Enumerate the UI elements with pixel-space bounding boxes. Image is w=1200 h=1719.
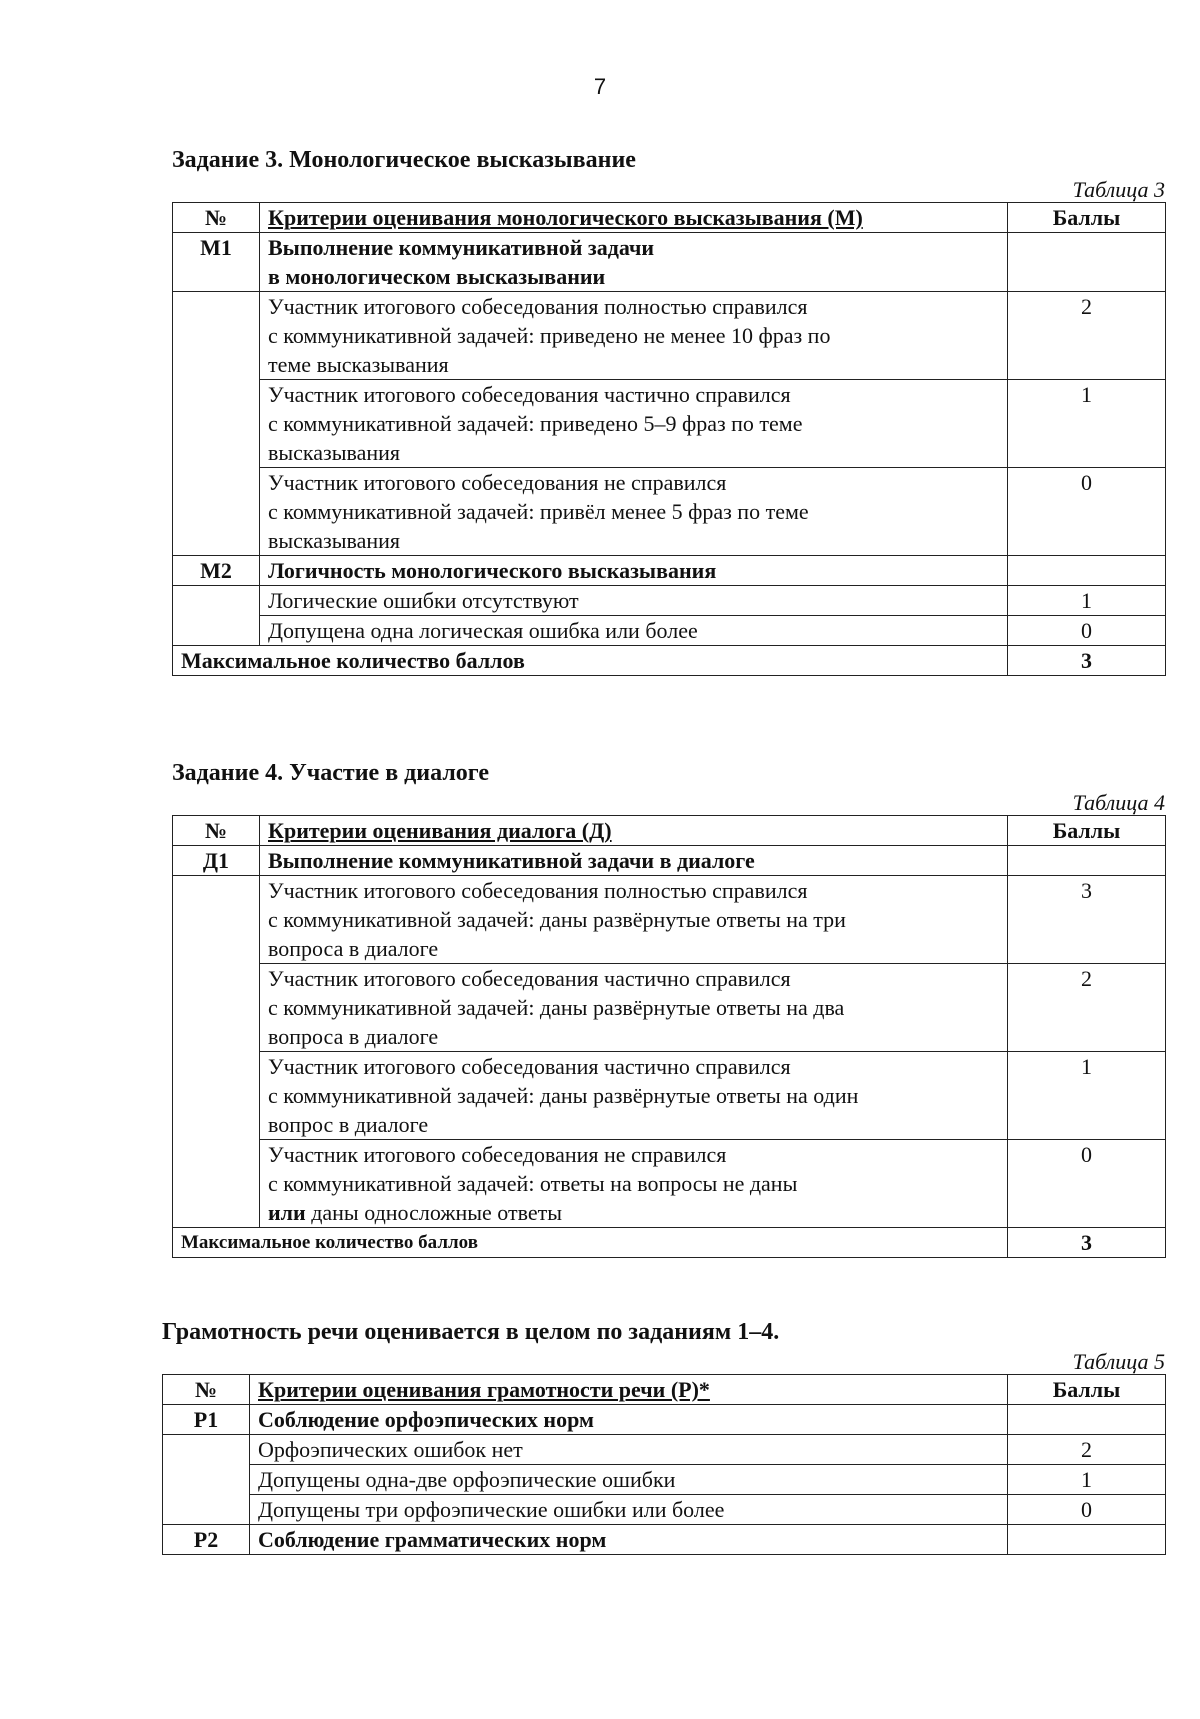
- table-row: [163, 1495, 1166, 1525]
- score-value: 0: [1008, 1495, 1166, 1525]
- col-num-header: №: [173, 816, 260, 846]
- task4-section: [172, 759, 1165, 1258]
- table-row: [173, 380, 1166, 468]
- score-value: 1: [1008, 1465, 1166, 1495]
- total-label: Максимальное количество баллов: [173, 1228, 1008, 1258]
- score-value: 1: [1008, 586, 1166, 616]
- score-value: 2: [1008, 292, 1166, 380]
- task3-heading: Задание 3. Монологическое высказывание: [172, 147, 636, 173]
- criterion-description: Орфоэпических ошибок нет: [250, 1435, 1008, 1465]
- table4-caption: Таблица 4: [1072, 790, 1165, 815]
- table-row: [173, 1140, 1166, 1228]
- table-row: [173, 876, 1166, 964]
- score-value: 3: [1008, 876, 1166, 964]
- criterion-description: Допущены одна-две орфоэпические ошибки: [250, 1465, 1008, 1495]
- criterion-code: М1: [173, 233, 260, 292]
- criterion-title: Соблюдение грамматических норм: [250, 1525, 1008, 1555]
- table5-header-row: [163, 1375, 1166, 1405]
- table-row: [163, 1435, 1166, 1465]
- score-value: 2: [1008, 1435, 1166, 1465]
- score-value: 0: [1008, 468, 1166, 556]
- criterion-description: Участник итогового собеседования не справился с коммуникативной задачей: привёл менее 5 фраз по теме высказывания: [260, 468, 1008, 556]
- score-value: 0: [1008, 1140, 1166, 1228]
- criterion-title: Соблюдение орфоэпических норм: [250, 1405, 1008, 1435]
- criterion-description: Логические ошибки отсутствуют: [260, 586, 1008, 616]
- table-row: [173, 468, 1166, 556]
- total-score: 3: [1008, 646, 1166, 676]
- table-row: [173, 586, 1166, 616]
- m1-title-row: [173, 233, 1166, 292]
- table-row: [173, 1052, 1166, 1140]
- criterion-description: Участник итогового собеседования полностью справился с коммуникативной задачей: приведено не менее 10 фраз по теме высказывания: [260, 292, 1008, 380]
- table-row: [173, 292, 1166, 380]
- literacy-section: [162, 1318, 1165, 1555]
- col-num-header: №: [173, 203, 260, 233]
- table-row: [163, 1465, 1166, 1495]
- criterion-description: Участник итогового собеседования частично справился с коммуникативной задачей: приведено 5–9 фраз по теме высказывания: [260, 380, 1008, 468]
- col-criteria-header: Критерии оценивания монологического высказывания (М): [260, 203, 1008, 233]
- criterion-description: Допущена одна логическая ошибка или более: [260, 616, 1008, 646]
- criterion-title: Выполнение коммуникативной задачи в диалоге: [260, 846, 1008, 876]
- col-score-header: Баллы: [1008, 816, 1166, 846]
- task3-section: [172, 146, 1165, 676]
- criterion-title: Выполнение коммуникативной задачи в монологическом высказывании: [260, 233, 1008, 292]
- score-value: 1: [1008, 380, 1166, 468]
- criterion-code: Р2: [163, 1525, 250, 1555]
- m2-title-row: [173, 556, 1166, 586]
- total-label: Максимальное количество баллов: [173, 646, 1008, 676]
- table3-header-row: [173, 203, 1166, 233]
- criterion-title: Логичность монологического высказывания: [260, 556, 1008, 586]
- criterion-description: Участник итогового собеседования полностью справился с коммуникативной задачей: даны развёрнутые ответы на три вопроса в диалоге: [260, 876, 1008, 964]
- criterion-code: Д1: [173, 846, 260, 876]
- total-row: [173, 646, 1166, 676]
- table5-caption: Таблица 5: [1072, 1349, 1165, 1374]
- total-row: [173, 1228, 1166, 1258]
- score-value: 0: [1008, 616, 1166, 646]
- criterion-description: Участник итогового собеседования не справился с коммуникативной задачей: ответы на вопросы не даны или даны односложные ответы: [260, 1140, 1008, 1228]
- page-number: 7: [593, 74, 607, 99]
- col-score-header: Баллы: [1008, 203, 1166, 233]
- criterion-description: Участник итогового собеседования частично справился с коммуникативной задачей: даны развёрнутые ответы на два вопроса в диалоге: [260, 964, 1008, 1052]
- literacy-heading: Грамотность речи оценивается в целом по заданиям 1–4.: [162, 1319, 780, 1345]
- total-score: 3: [1008, 1228, 1166, 1258]
- task4-heading: Задание 4. Участие в диалоге: [172, 760, 490, 786]
- score-value: 1: [1008, 1052, 1166, 1140]
- r2-title-row: [163, 1525, 1166, 1555]
- r1-title-row: [163, 1405, 1166, 1435]
- d1-title-row: [173, 846, 1166, 876]
- table-row: [173, 616, 1166, 646]
- col-num-header: №: [163, 1375, 250, 1405]
- col-criteria-header: Критерии оценивания диалога (Д): [260, 816, 1008, 846]
- criterion-code: Р1: [163, 1405, 250, 1435]
- score-value: 2: [1008, 964, 1166, 1052]
- criterion-description: Участник итогового собеседования частично справился с коммуникативной задачей: даны развёрнутые ответы на один вопрос в диалоге: [260, 1052, 1008, 1140]
- table5: [162, 1374, 1166, 1555]
- table3: [172, 202, 1166, 676]
- table4-header-row: [173, 816, 1166, 846]
- criterion-description: Допущены три орфоэпические ошибки или более: [250, 1495, 1008, 1525]
- table3-caption: Таблица 3: [1072, 177, 1165, 202]
- table4: [172, 815, 1166, 1258]
- table-row: [173, 964, 1166, 1052]
- col-criteria-header: Критерии оценивания грамотности речи (Р)*: [250, 1375, 1008, 1405]
- col-score-header: Баллы: [1008, 1375, 1166, 1405]
- criterion-code: М2: [173, 556, 260, 586]
